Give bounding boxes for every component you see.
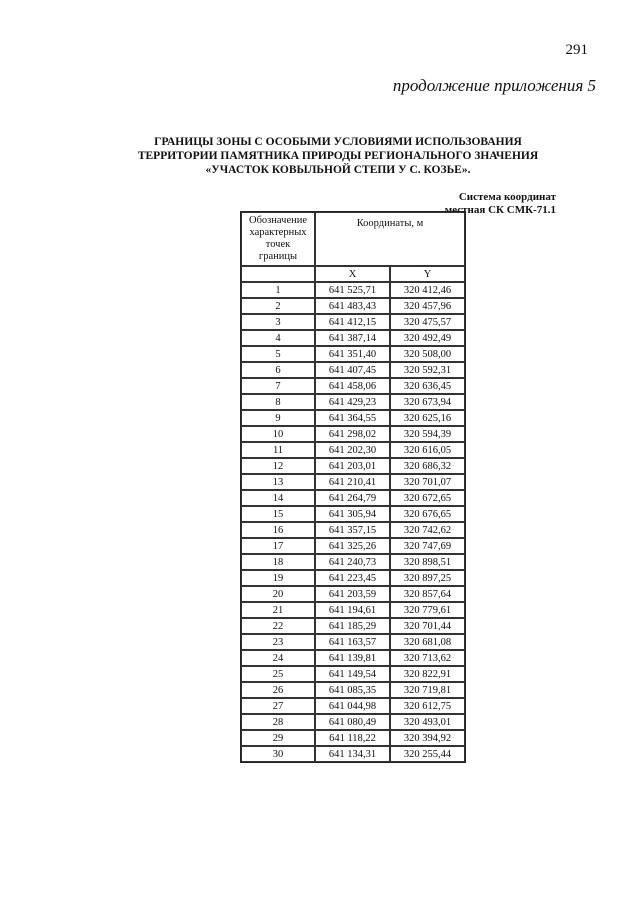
point-number-cell: 24 [241,650,315,666]
table-row [241,490,465,506]
y-coordinate-cell: 320 594,39 [390,426,465,442]
y-coordinate-cell: 320 672,65 [390,490,465,506]
x-coordinate-cell: 641 412,15 [315,314,390,330]
point-number-cell: 21 [241,602,315,618]
table-header-row [241,212,465,266]
point-number-cell: 6 [241,362,315,378]
point-number-cell: 25 [241,666,315,682]
x-coordinate-cell: 641 085,35 [315,682,390,698]
x-coordinate-cell: 641 080,49 [315,714,390,730]
x-coordinate-cell: 641 118,22 [315,730,390,746]
table-row [241,618,465,634]
title-line-2: ТЕРРИТОРИИ ПАМЯТНИКА ПРИРОДЫ РЕГИОНАЛЬНОГО ЗНАЧЕНИЯ [137,150,539,162]
table-row [241,634,465,650]
point-number-cell: 4 [241,330,315,346]
y-coordinate-cell: 320 681,08 [390,634,465,650]
table-row [241,474,465,490]
header-point-line: Обозначение [248,215,308,226]
point-number-cell: 7 [241,378,315,394]
x-coordinate-cell: 641 364,55 [315,410,390,426]
y-coordinate-cell: 320 779,61 [390,602,465,618]
y-coordinate-cell: 320 857,64 [390,586,465,602]
point-number-cell: 8 [241,394,315,410]
x-coordinate-cell: 641 483,43 [315,298,390,314]
point-number-cell: 15 [241,506,315,522]
table-row [241,362,465,378]
point-number-cell: 16 [241,522,315,538]
point-number-cell: 2 [241,298,315,314]
y-coordinate-cell: 320 412,46 [390,282,465,298]
point-number-cell: 23 [241,634,315,650]
point-number-cell: 26 [241,682,315,698]
x-coordinate-cell: 641 298,02 [315,426,390,442]
table-row [241,506,465,522]
table-body [241,282,465,762]
x-coordinate-cell: 641 357,15 [315,522,390,538]
table-row [241,458,465,474]
page-number: 291 [565,42,588,58]
y-coordinate-cell: 320 592,31 [390,362,465,378]
point-number-cell: 3 [241,314,315,330]
x-coordinate-cell: 641 202,30 [315,442,390,458]
y-coordinate-cell: 320 676,65 [390,506,465,522]
title-line-1: ГРАНИЦЫ ЗОНЫ С ОСОБЫМИ УСЛОВИЯМИ ИСПОЛЬЗОВАНИЯ [154,136,522,148]
x-coordinate-cell: 641 194,61 [315,602,390,618]
table-row [241,698,465,714]
header-point-line: характерных [249,227,307,238]
x-coordinate-cell: 641 210,41 [315,474,390,490]
header-point-line: точек [265,239,291,250]
point-number-cell: 30 [241,746,315,762]
x-coordinate-cell: 641 325,26 [315,538,390,554]
point-number-cell: 9 [241,410,315,426]
table-row [241,586,465,602]
x-coordinate-cell: 641 203,01 [315,458,390,474]
x-coordinate-cell: 641 139,81 [315,650,390,666]
subheader-empty-cell [241,266,315,282]
header-point-designation [241,212,315,266]
x-coordinate-cell: 641 240,73 [315,554,390,570]
y-coordinate-cell: 320 636,45 [390,378,465,394]
y-coordinate-cell: 320 612,75 [390,698,465,714]
x-coordinate-cell: 641 044,98 [315,698,390,714]
table-row [241,378,465,394]
table-row [241,730,465,746]
y-coordinate-cell: 320 686,32 [390,458,465,474]
point-number-cell: 22 [241,618,315,634]
table-row [241,298,465,314]
point-number-cell: 14 [241,490,315,506]
table-row [241,746,465,762]
y-coordinate-cell: 320 713,62 [390,650,465,666]
appendix-continuation-label: продолжение приложения 5 [392,76,596,95]
x-coordinate-cell: 641 185,29 [315,618,390,634]
x-coordinate-cell: 641 387,14 [315,330,390,346]
y-coordinate-cell: 320 255,44 [390,746,465,762]
point-number-cell: 28 [241,714,315,730]
y-coordinate-cell: 320 719,81 [390,682,465,698]
coord-system-line-1: Система координат [458,191,556,203]
y-coordinate-cell: 320 822,91 [390,666,465,682]
point-number-cell: 10 [241,426,315,442]
point-number-cell: 13 [241,474,315,490]
y-coordinate-cell: 320 701,07 [390,474,465,490]
y-coordinate-cell: 320 742,62 [390,522,465,538]
x-coordinate-cell: 641 429,23 [315,394,390,410]
x-coordinate-cell: 641 351,40 [315,346,390,362]
x-coordinate-cell: 641 458,06 [315,378,390,394]
title-line-3: «УЧАСТОК КОВЫЛЬНОЙ СТЕПИ У С. КОЗЬЕ». [205,164,471,176]
table-row [241,650,465,666]
header-y: Y [390,266,465,282]
x-coordinate-cell: 641 305,94 [315,506,390,522]
x-coordinate-cell: 641 407,45 [315,362,390,378]
y-coordinate-cell: 320 616,05 [390,442,465,458]
table-row [241,442,465,458]
x-coordinate-cell: 641 134,31 [315,746,390,762]
table-row [241,314,465,330]
point-number-cell: 27 [241,698,315,714]
coordinates-table [240,211,466,763]
x-coordinate-cell: 641 223,45 [315,570,390,586]
table-subheader-row [241,266,465,282]
y-coordinate-cell: 320 475,57 [390,314,465,330]
y-coordinate-cell: 320 701,44 [390,618,465,634]
point-number-cell: 29 [241,730,315,746]
table-row [241,426,465,442]
y-coordinate-cell: 320 457,96 [390,298,465,314]
point-number-cell: 18 [241,554,315,570]
point-number-cell: 20 [241,586,315,602]
header-point-line: границы [258,251,298,262]
x-coordinate-cell: 641 203,59 [315,586,390,602]
table-row [241,666,465,682]
header-x: X [315,266,390,282]
y-coordinate-cell: 320 493,01 [390,714,465,730]
y-coordinate-cell: 320 673,94 [390,394,465,410]
coordinates-table-wrapper [240,211,466,763]
y-coordinate-cell: 320 394,92 [390,730,465,746]
table-row [241,570,465,586]
document-title [80,135,596,177]
x-coordinate-cell: 641 264,79 [315,490,390,506]
point-number-cell: 19 [241,570,315,586]
y-coordinate-cell: 320 492,49 [390,330,465,346]
header-coordinates: Координаты, м [315,212,465,266]
table-row [241,538,465,554]
x-coordinate-cell: 641 163,57 [315,634,390,650]
table-row [241,522,465,538]
y-coordinate-cell: 320 625,16 [390,410,465,426]
y-coordinate-cell: 320 508,00 [390,346,465,362]
point-number-cell: 5 [241,346,315,362]
point-number-cell: 11 [241,442,315,458]
x-coordinate-cell: 641 149,54 [315,666,390,682]
point-number-cell: 17 [241,538,315,554]
y-coordinate-cell: 320 898,51 [390,554,465,570]
table-row [241,394,465,410]
coord-system-line-2: местная СК СМК-71.1 [444,204,556,216]
point-number-cell: 1 [241,282,315,298]
table-row [241,410,465,426]
y-coordinate-cell: 320 897,25 [390,570,465,586]
table-row [241,554,465,570]
table-row [241,346,465,362]
y-coordinate-cell: 320 747,69 [390,538,465,554]
table-row [241,602,465,618]
table-row [241,330,465,346]
table-row [241,714,465,730]
table-row [241,282,465,298]
x-coordinate-cell: 641 525,71 [315,282,390,298]
table-row [241,682,465,698]
point-number-cell: 12 [241,458,315,474]
